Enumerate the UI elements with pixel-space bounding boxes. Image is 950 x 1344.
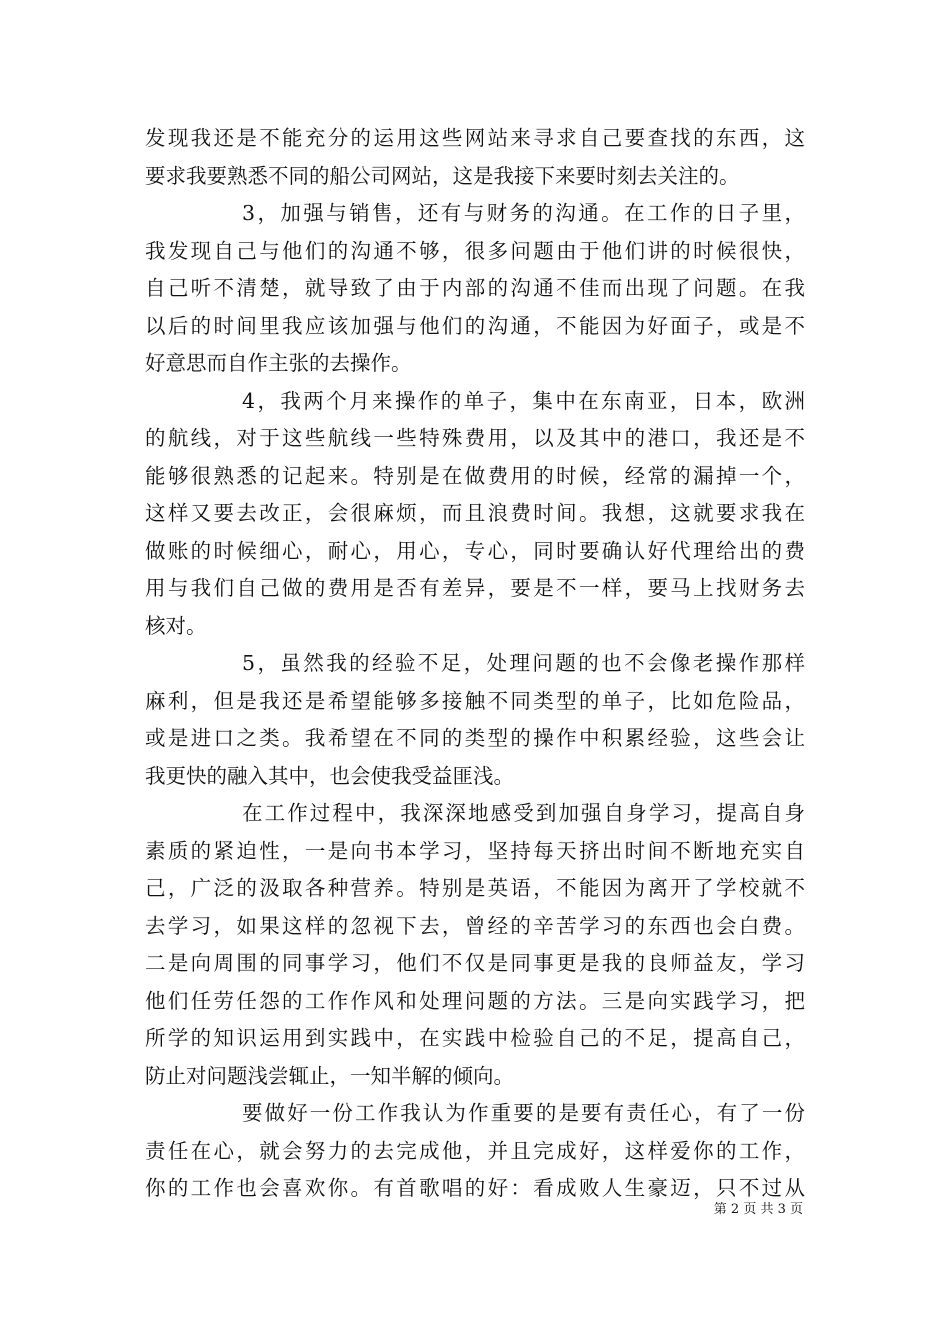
text-line: 核对。 bbox=[145, 613, 207, 638]
document-body bbox=[145, 120, 805, 1208]
text-line: 防止对问题浅尝辄止，一知半解的倾向。 bbox=[145, 1063, 514, 1088]
text-line: 二是向周围的同事学习，他们不仅是同事更是我的良师益友，学习 bbox=[145, 951, 805, 975]
text-line: 发现我还是不能充分的运用这些网站来寻求自己要查找的东西，这 bbox=[145, 126, 805, 150]
text-line: 麻利，但是我还是希望能够多接触不同类型的单子，比如危险品， bbox=[145, 688, 805, 713]
text-line: 的航线，对于这些航线一些特殊费用，以及其中的港口，我还是不 bbox=[145, 426, 805, 450]
text-line: 这样又要去改正，会很麻烦，而且浪费时间。我想，这就要求我在 bbox=[145, 501, 805, 525]
text-line: 4，我两个月来操作的单子，集中在东南亚，日本，欧洲 bbox=[242, 388, 805, 413]
text-line: 以后的时间里我应该加强与他们的沟通，不能因为好面子，或是不 bbox=[145, 313, 805, 338]
text-line: 责任在心，就会努力的去完成他，并且完成好，这样爱你的工作， bbox=[145, 1138, 805, 1163]
text-line: 自己听不清楚，就导致了由于内部的沟通不佳而出现了问题。在我 bbox=[145, 276, 805, 300]
text-line: 我更快的融入其中，也会使我受益匪浅。 bbox=[145, 763, 514, 788]
text-line: 他们任劳任怨的工作作风和处理问题的方法。三是向实践学习，把 bbox=[145, 988, 805, 1013]
text-line: 素质的紧迫性，一是向书本学习，坚持每天挤出时间不断地充实自 bbox=[145, 838, 805, 863]
text-line: 去学习，如果这样的忽视下去，曾经的辛苦学习的东西也会白费。 bbox=[145, 913, 805, 938]
text-line: 能够很熟悉的记起来。特别是在做费用的时候，经常的漏掉一个， bbox=[145, 463, 805, 488]
text-line: 做账的时候细心，耐心，用心，专心，同时要确认好代理给出的费 bbox=[145, 538, 805, 563]
text-line: 在工作过程中，我深深地感受到加强自身学习，提高自身 bbox=[242, 801, 805, 825]
text-line: 要做好一份工作我认为作重要的是要有责任心，有了一份 bbox=[242, 1101, 805, 1125]
text-line: 己，广泛的汲取各种营养。特别是英语，不能因为离开了学校就不 bbox=[145, 876, 805, 900]
text-line: 3，加强与销售，还有与财务的沟通。在工作的日子里， bbox=[242, 201, 805, 225]
text-line: 或是进口之类。我希望在不同的类型的操作中积累经验，这些会让 bbox=[145, 726, 805, 750]
text-line: 我发现自己与他们的沟通不够，很多问题由于他们讲的时候很快， bbox=[145, 238, 805, 263]
page-number-footer: 第 2 页 共 3 页 bbox=[713, 1202, 803, 1217]
text-line: 所学的知识运用到实践中，在实践中检验自己的不足，提高自己， bbox=[145, 1026, 805, 1050]
text-line: 用与我们自己做的费用是否有差异，要是不一样，要马上找财务去 bbox=[145, 576, 805, 600]
text-line: 你的工作也会喜欢你。有首歌唱的好：看成败人生豪迈，只不过从 bbox=[145, 1176, 805, 1200]
text-line: 5，虽然我的经验不足，处理问题的也不会像老操作那样 bbox=[242, 651, 805, 675]
text-line: 要求我要熟悉不同的船公司网站，这是我接下来要时刻去关注的。 bbox=[145, 163, 740, 188]
text-line: 好意思而自作主张的去操作。 bbox=[145, 351, 412, 375]
